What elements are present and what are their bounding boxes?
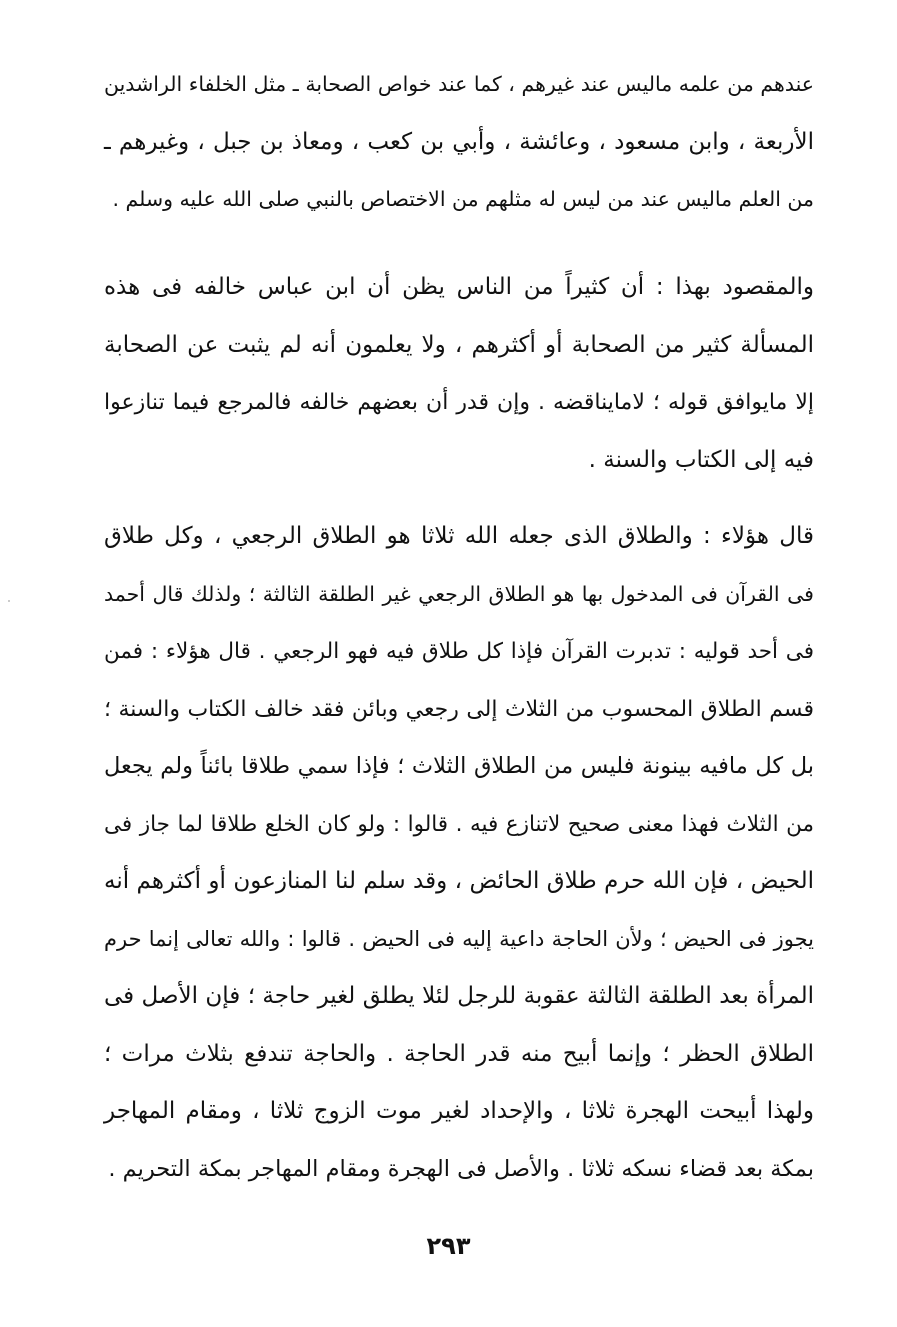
text-line: من العلم ماليس عند من ليس له مثلهم من الاختصاص بالنبي صلى الله عليه وسلم .	[112, 187, 814, 211]
text-line: عندهم من علمه ماليس عند غيرهم ، كما عند خواص الصحابة ـ مثل الخلفاء الراشدين	[104, 72, 814, 96]
text-line: إلا مايوافق قوله ؛ لامايناقضه . وإن قدر أن بعضهم خالفه فالمرجع فيما تنازعوا	[104, 390, 814, 415]
text-line: والمقصود بهذا : أن كثيراً من الناس يظن أن ابن عباس خالفه فى هذه	[104, 274, 814, 300]
text-line: بمكة بعد قضاء نسكه ثلاثا . والأصل فى الهجرة ومقام المهاجر بمكة التحريم .	[108, 1155, 814, 1182]
text-line: من الثلاث فهذا معنى صحيح لاتنازع فيه . قالوا : ولو كان الخلع طلاقا لما جاز فى	[104, 811, 814, 837]
text-line: فى القرآن فى المدخول بها هو الطلاق الرجعي غير الطلقة الثالثة ؛ ولذلك قال أحمد	[104, 581, 814, 606]
paragraph-2	[104, 259, 814, 489]
scan-speck	[8, 600, 10, 602]
text-line: الطلاق الحظر ؛ وإنما أبيح منه قدر الحاجة . والحاجة تندفع بثلاث مرات ؛	[104, 1040, 814, 1067]
paragraph-1	[104, 56, 814, 229]
text-line: بل كل مافيه بينونة فليس من الطلاق الثلاث ؛ فإذا سمي طلاقا بائناً ولم يجعل	[104, 753, 814, 779]
text-line: فيه إلى الكتاب والسنة .	[588, 446, 814, 473]
text-line: قسم الطلاق المحسوب من الثلاث إلى رجعي وبائن فقد خالف الكتاب والسنة ؛	[104, 696, 814, 722]
page-number: ٢٩٣	[426, 1232, 471, 1260]
text-line: الأربعة ، وابن مسعود ، وعائشة ، وأبي بن كعب ، ومعاذ بن جبل ، وغيرهم ـ	[104, 128, 814, 155]
text-line: المرأة بعد الطلقة الثالثة عقوبة للرجل لئلا يطلق لغير حاجة ؛ فإن الأصل فى	[104, 983, 814, 1009]
paragraph-3	[104, 508, 814, 1198]
text-line: قال هؤلاء : والطلاق الذى جعله الله ثلاثا هو الطلاق الرجعي ، وكل طلاق	[104, 523, 814, 549]
text-line: الحيض ، فإن الله حرم طلاق الحائض ، وقد سلم لنا المنازعون أو أكثرهم أنه	[104, 868, 814, 894]
text-line: فى أحد قوليه : تدبرت القرآن فإذا كل طلاق فيه فهو الرجعي . قال هؤلاء : فمن	[104, 639, 814, 664]
text-line: المسألة كثير من الصحابة أو أكثرهم ، ولا يعلمون أنه لم يثبت عن الصحابة	[104, 331, 814, 358]
text-line: يجوز فى الحيض ؛ ولأن الحاجة داعية إليه فى الحيض . قالوا : والله تعالى إنما حرم	[104, 926, 814, 951]
text-line: ولهذا أبيحت الهجرة ثلاثا ، والإحداد لغير موت الزوج ثلاثا ، ومقام المهاجر	[104, 1098, 814, 1124]
